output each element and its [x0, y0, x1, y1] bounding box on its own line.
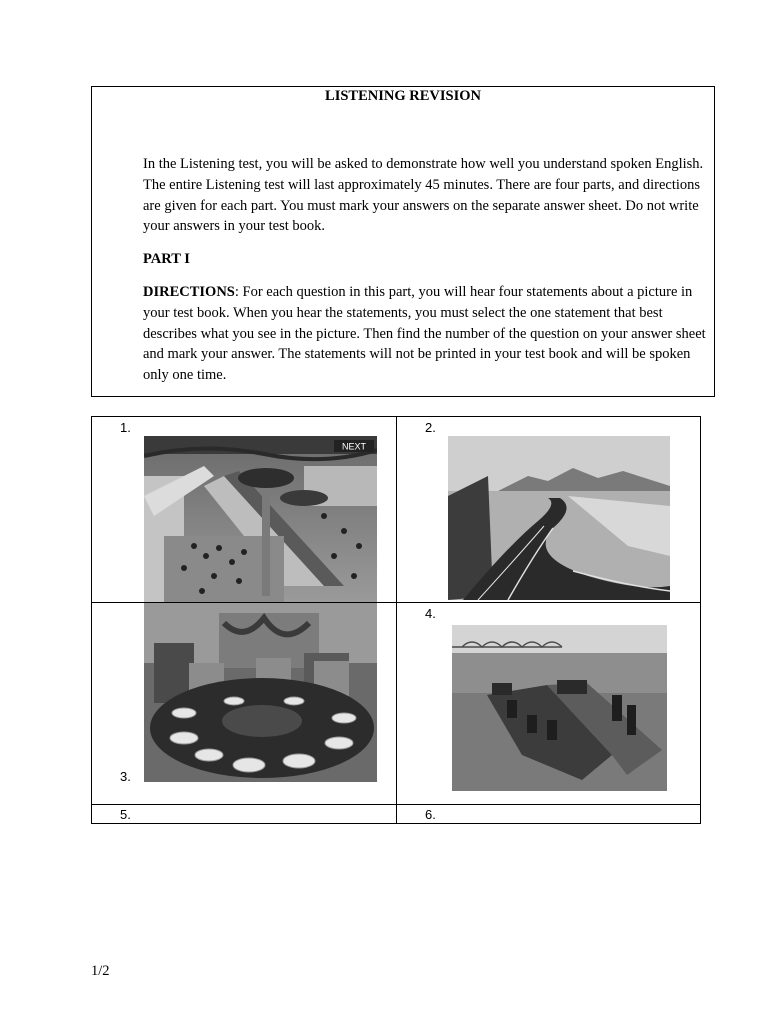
intro-paragraph: In the Listening test, you will be asked to demonstrate how well you understand spoken English. The entire Listening test will last approximately 45 minutes. There are four parts, and directions are given for each part. You must mark your answers on the separate answer sheet. Do not write your answers in your test book. [143, 156, 704, 235]
winding-road-photo [448, 436, 670, 600]
shopping-mall-photo [144, 436, 377, 602]
dining-table-photo [144, 603, 377, 782]
grid-divider-row2 [92, 804, 700, 805]
question-number-3: 3. [120, 769, 131, 784]
part-heading: PART I [143, 251, 190, 268]
question-number-5: 5. [120, 807, 131, 822]
question-number-4: 4. [425, 606, 436, 621]
document-title: LISTENING REVISION [325, 88, 481, 104]
question-number-1: 1. [120, 420, 131, 435]
questions-grid [91, 416, 701, 824]
mall-sign-text: NEXT [341, 441, 367, 452]
page-number: 1/2 [91, 963, 110, 979]
question-number-2: 2. [425, 420, 436, 435]
directions-text: : For each question in this part, you will hear four statements about a picture in your test book. When you hear the statements, you must select the one statement that best describes what you see in the picture. Then find the number of the question on your answer sheet and mark your answer. The statements will not be printed in your test book and will be spoken only one time. [143, 283, 706, 384]
directions-label: DIRECTIONS [143, 283, 235, 300]
instructions-content [143, 154, 708, 386]
river-boat-photo [452, 625, 667, 791]
instructions-box [91, 86, 715, 397]
grid-divider-vertical [396, 417, 397, 823]
directions-paragraph [143, 282, 708, 386]
question-number-6: 6. [425, 807, 436, 822]
